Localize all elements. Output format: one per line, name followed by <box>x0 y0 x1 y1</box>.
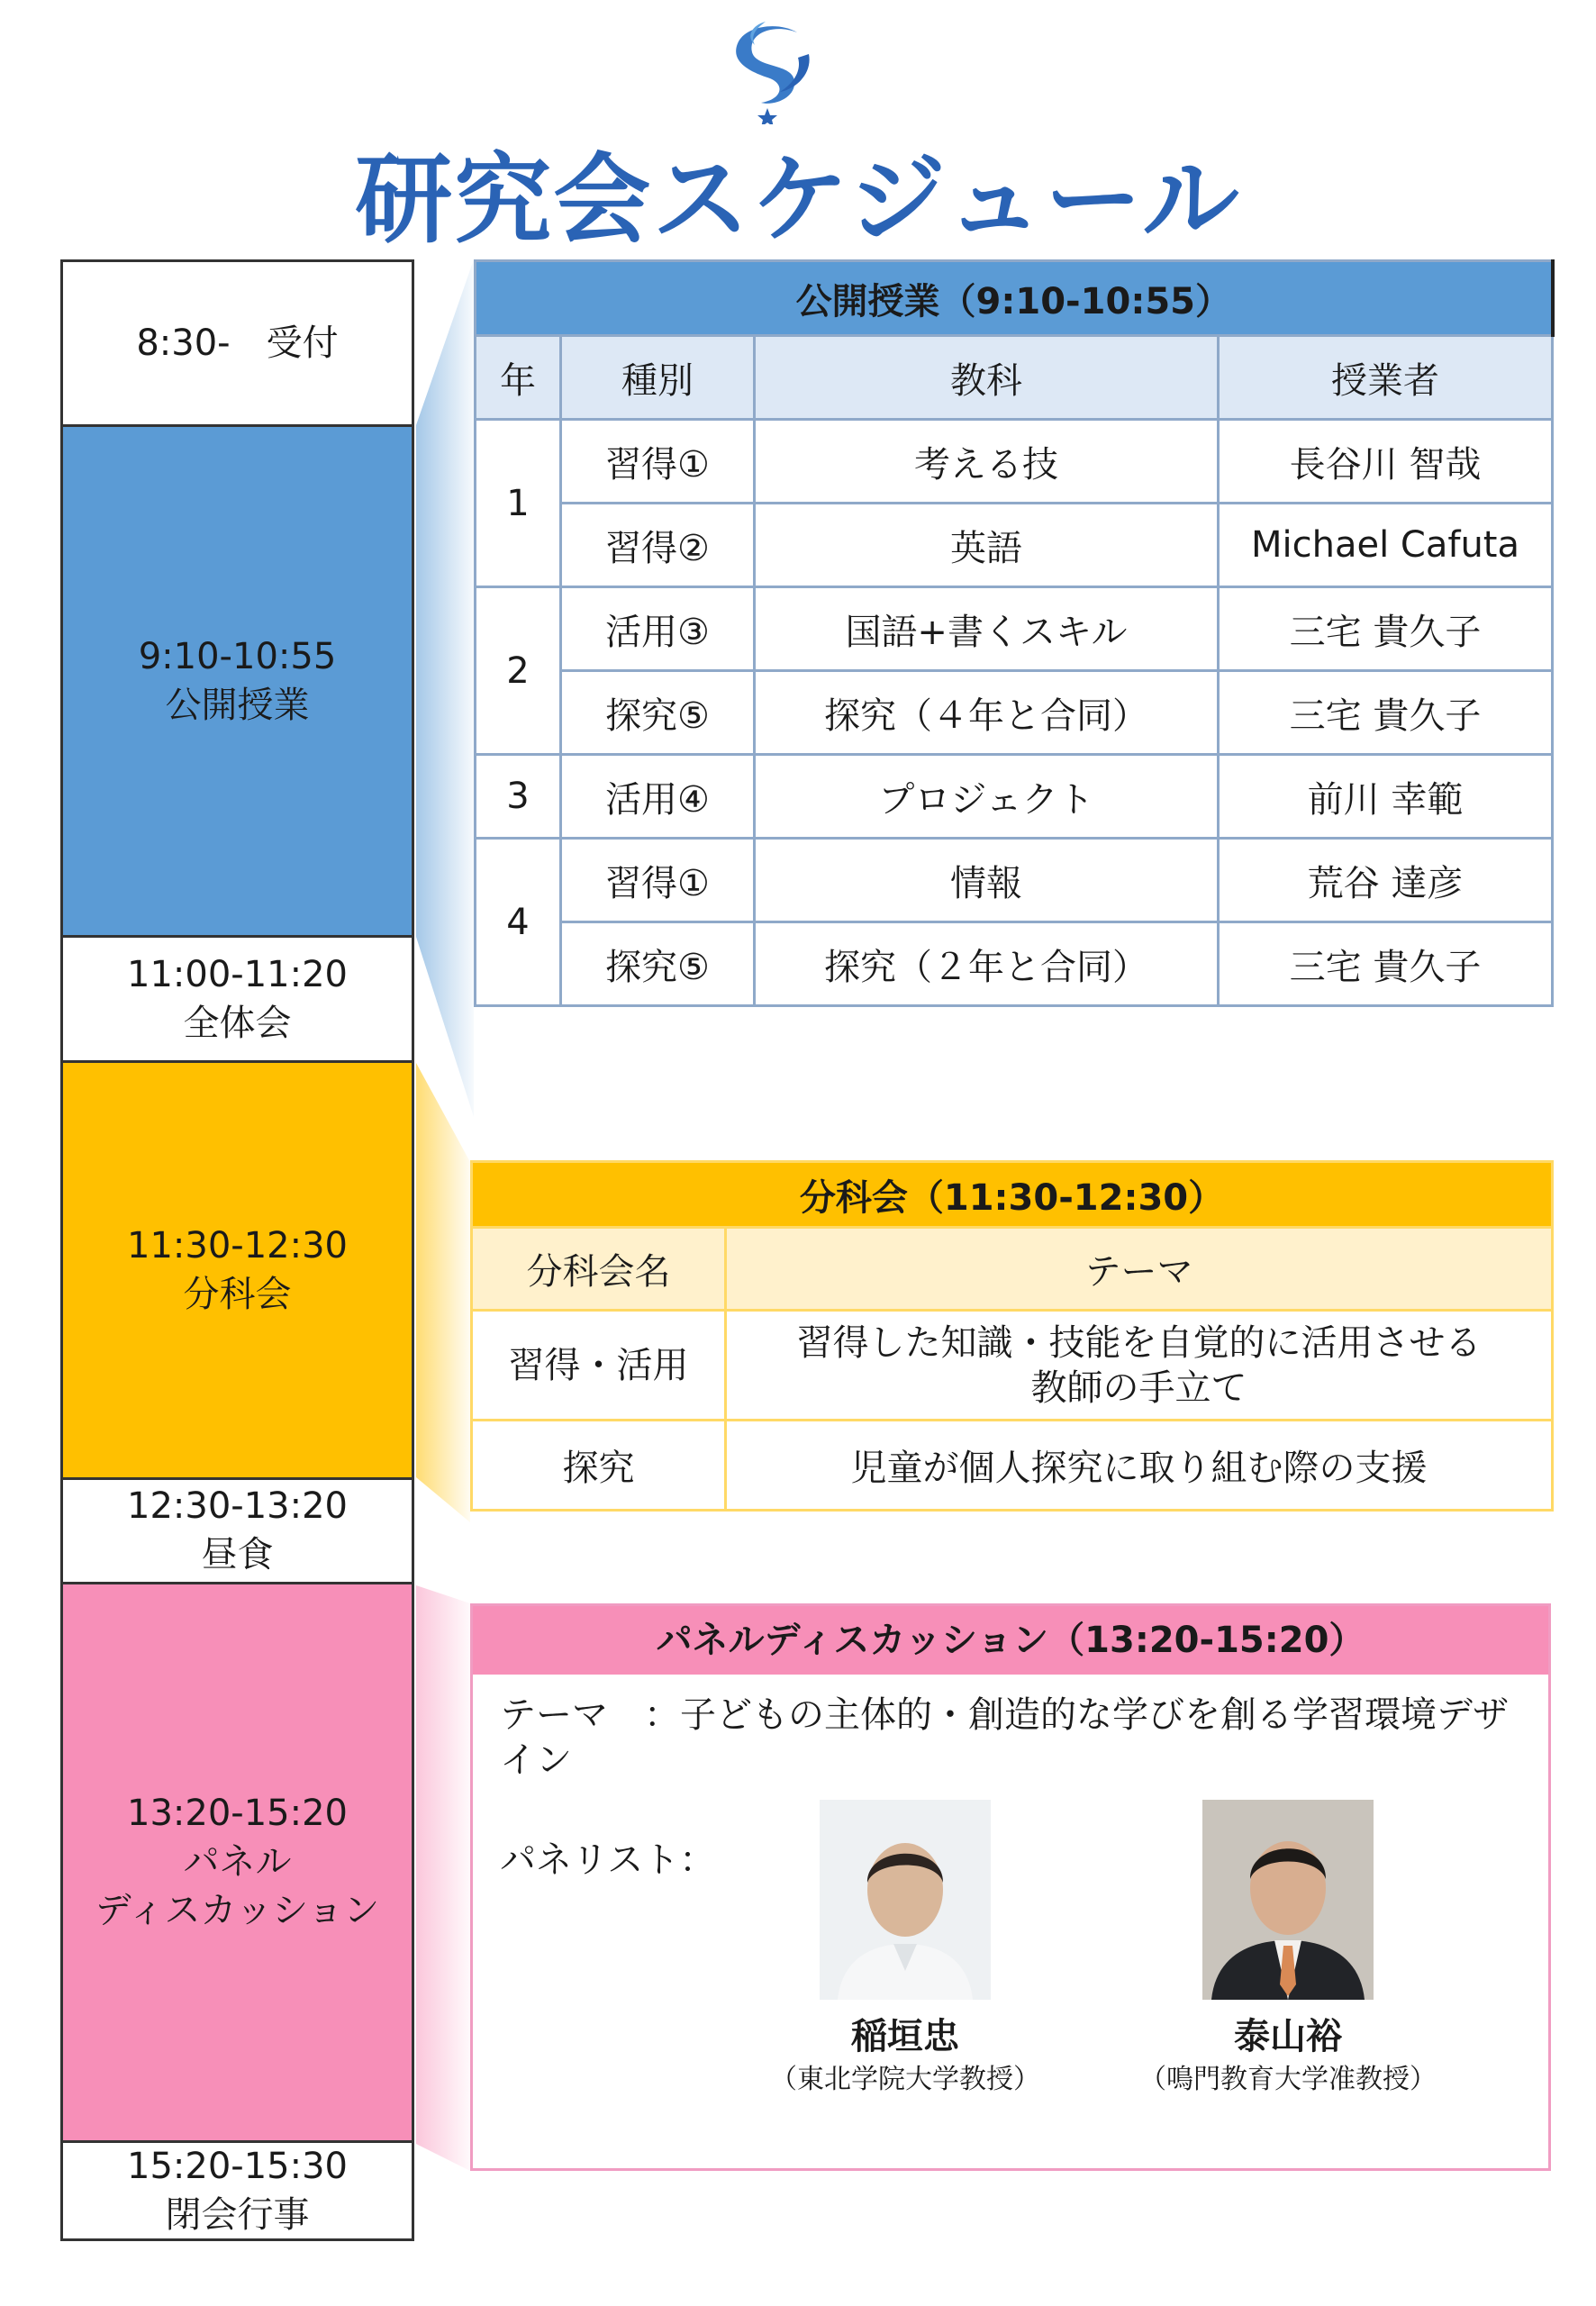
theme-cell: 児童が個人探究に取り組む際の支援 <box>726 1421 1553 1511</box>
timeline-slot-lunch: 12:30-13:20 昼食 <box>63 1480 412 1584</box>
table-row <box>476 587 1553 671</box>
subject-cell: 国語+書くスキル <box>755 587 1219 671</box>
teacher-cell: Michael Cafuta <box>1219 504 1553 587</box>
table-row <box>476 755 1553 839</box>
page-title: 研究会スケジュール <box>355 144 1241 257</box>
panelist-label: パネリスト： <box>500 1839 716 1881</box>
panelist-name-1: 稲垣忠 <box>851 2016 959 2057</box>
type-cell: 活用④ <box>561 755 755 839</box>
subject-cell: 考える技 <box>755 420 1219 504</box>
panel-discussion-box <box>470 1603 1551 2171</box>
teacher-cell: 荒谷 達彦 <box>1219 839 1553 922</box>
panelist-affiliation-2: （鳴門教育大学准教授） <box>1139 2064 1437 2095</box>
grade-cell: 1 <box>476 420 561 587</box>
panelist-photo-2 <box>1202 1800 1374 2000</box>
table-row <box>476 504 1553 587</box>
panel-theme: テーマ ：子どもの主体的・創造的な学びを創る学習環境デザイン <box>500 1694 1509 1781</box>
panelist-affiliation-1: （東北学院大学教授） <box>770 2064 1040 2095</box>
type-cell: 習得② <box>561 504 755 587</box>
table-row <box>476 922 1553 1006</box>
theme-cell: 習得した知識・技能を自覚的に活用させる 教師の手立て <box>726 1311 1553 1421</box>
breakout-caption: 分科会（11:30-12:30） <box>472 1162 1553 1228</box>
panelist-photo-1 <box>820 1800 991 2000</box>
table-row <box>472 1311 1553 1421</box>
timeline-slot-open-class: 9:10-10:55 公開授業 <box>63 427 412 937</box>
timeline-slot-closing: 15:20-15:30 閉会行事 <box>127 2146 348 2237</box>
timeline-slot-panel: 13:20-15:20 パネル ディスカッション <box>63 1584 412 2143</box>
header-session-name: 分科会名 <box>472 1228 726 1311</box>
header-type: 種別 <box>561 336 755 420</box>
subject-cell: プロジェクト <box>755 755 1219 839</box>
grade-cell: 4 <box>476 839 561 1006</box>
subject-cell: 英語 <box>755 504 1219 587</box>
type-cell: 習得① <box>561 420 755 504</box>
header-grade: 年 <box>476 336 561 420</box>
session-name-cell: 習得・活用 <box>472 1311 726 1421</box>
session-name-cell: 探究 <box>472 1421 726 1511</box>
teacher-cell: 前川 幸範 <box>1219 755 1553 839</box>
header-subject: 教科 <box>755 336 1219 420</box>
subject-cell: 情報 <box>755 839 1219 922</box>
subject-cell: 探究（２年と合同） <box>755 922 1219 1006</box>
breakout-table <box>470 1160 1554 1512</box>
type-cell: 探究⑤ <box>561 922 755 1006</box>
type-cell: 探究⑤ <box>561 671 755 755</box>
table-row <box>472 1421 1553 1511</box>
timeline-slot-plenary: 11:00-11:20 全体会 <box>63 938 412 1064</box>
table-row <box>476 671 1553 755</box>
header-teacher: 授業者 <box>1219 336 1553 420</box>
timeline <box>60 259 414 2241</box>
teacher-cell: 長谷川 智哉 <box>1219 420 1553 504</box>
table-row <box>476 420 1553 504</box>
type-cell: 習得① <box>561 839 755 922</box>
open-class-table <box>474 259 1555 1007</box>
type-cell: 活用③ <box>561 587 755 671</box>
panelist-name-2: 泰山裕 <box>1234 2016 1342 2057</box>
subject-cell: 探究（４年と合同） <box>755 671 1219 755</box>
timeline-slot-breakout: 11:30-12:30 分科会 <box>63 1063 412 1480</box>
timeline-slot-reception: 8:30- 受付 <box>63 262 412 427</box>
open-class-caption: 公開授業（9:10-10:55） <box>476 261 1553 336</box>
table-row <box>476 839 1553 922</box>
teacher-cell: 三宅 貴久子 <box>1219 587 1553 671</box>
header-theme: テーマ <box>726 1228 1553 1311</box>
grade-cell: 2 <box>476 587 561 755</box>
panel-caption: パネルディスカッション（13:20-15:20） <box>473 1606 1548 1675</box>
teacher-cell: 三宅 貴久子 <box>1219 671 1553 755</box>
logo-icon <box>712 16 829 124</box>
teacher-cell: 三宅 貴久子 <box>1219 922 1553 1006</box>
grade-cell: 3 <box>476 755 561 839</box>
